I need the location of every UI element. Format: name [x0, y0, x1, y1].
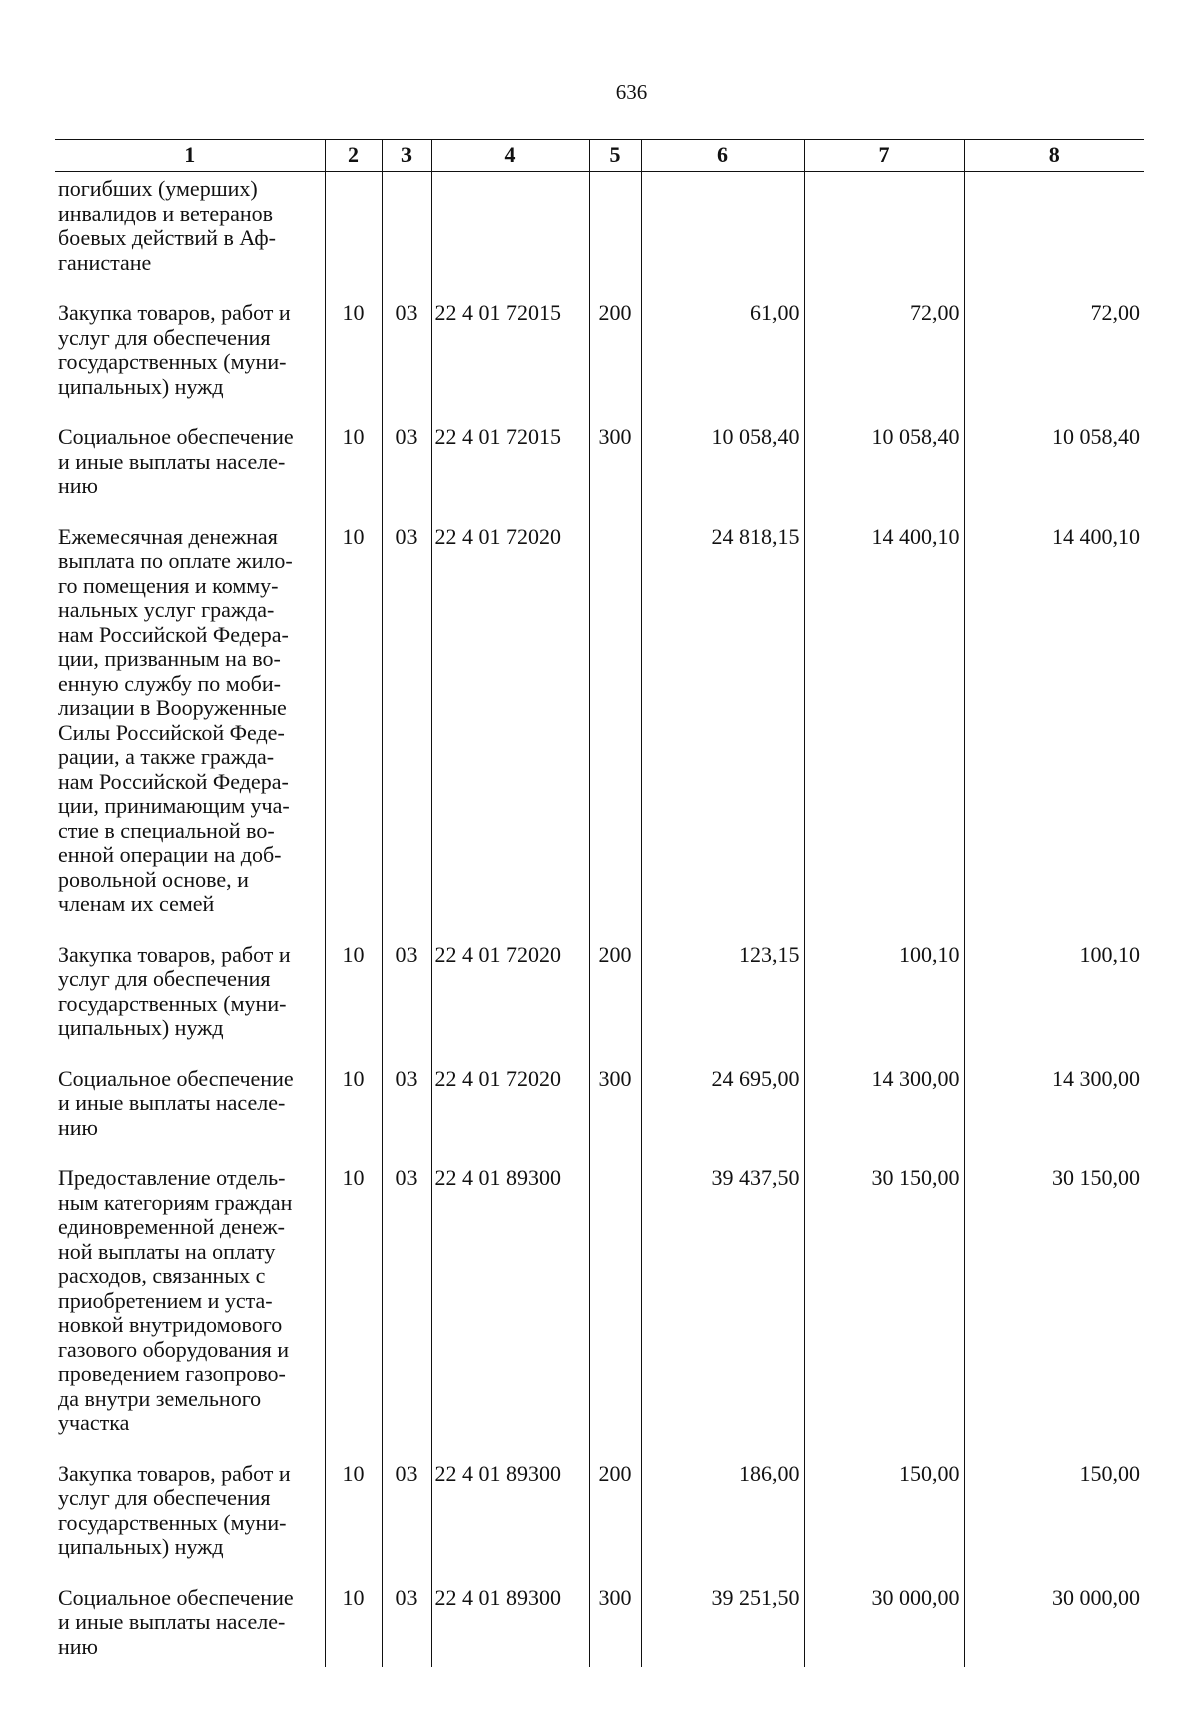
row-target-code: 22 4 01 89300 — [431, 1454, 589, 1578]
row-target-code: 22 4 01 89300 — [431, 1158, 589, 1454]
row-section-code: 10 — [325, 1578, 382, 1668]
table-header-row — [55, 140, 1144, 172]
row-amount-col8: 14 300,00 — [964, 1059, 1144, 1159]
row-expense-type-code: 300 — [589, 1059, 641, 1159]
row-amount-col8: 30 000,00 — [964, 1578, 1144, 1668]
row-target-code — [431, 172, 589, 294]
row-amount-col6: 24 818,15 — [641, 517, 804, 935]
row-expense-type-code: 300 — [589, 417, 641, 517]
row-section-code: 10 — [325, 935, 382, 1059]
row-description: Социальное обеспечение и иные выплаты населе- нию — [58, 424, 294, 498]
row-expense-type-code: 200 — [589, 935, 641, 1059]
row-description: Социальное обеспечение и иные выплаты населе- нию — [58, 1065, 294, 1140]
row-section-code: 10 — [325, 293, 382, 417]
row-amount-col6: 186,00 — [641, 1454, 804, 1578]
row-expense-type-code: 300 — [589, 1578, 641, 1668]
table-row — [55, 417, 1144, 517]
table-body — [55, 172, 1144, 1668]
row-amount-col7: 30 000,00 — [804, 1578, 964, 1668]
row-target-code: 22 4 01 72015 — [431, 417, 589, 517]
row-section-code: 10 — [325, 1454, 382, 1578]
row-amount-col8: 150,00 — [964, 1454, 1144, 1578]
row-amount-col8: 30 150,00 — [964, 1158, 1144, 1454]
row-description: Закупка товаров, работ и услуг для обеспечения государственных (муни- ципальных) нужд — [58, 941, 291, 1040]
row-amount-col6: 24 695,00 — [641, 1059, 804, 1159]
row-amount-col6: 39 251,50 — [641, 1578, 804, 1668]
table-row — [55, 935, 1144, 1059]
table-row — [55, 517, 1144, 935]
column-header: 8 — [964, 140, 1144, 172]
row-amount-col8: 100,10 — [964, 935, 1144, 1059]
column-header: 4 — [431, 140, 589, 172]
row-subsection-code: 03 — [382, 1059, 431, 1159]
row-expense-type-code — [589, 172, 641, 294]
row-amount-col7: 14 300,00 — [804, 1059, 964, 1159]
table-row — [55, 1454, 1144, 1578]
row-subsection-code: 03 — [382, 1578, 431, 1668]
column-header: 1 — [55, 140, 325, 172]
table-row — [55, 172, 1144, 294]
row-section-code: 10 — [325, 1158, 382, 1454]
row-expense-type-code — [589, 517, 641, 935]
row-amount-col8 — [964, 172, 1144, 294]
row-target-code: 22 4 01 89300 — [431, 1578, 589, 1668]
row-description: Предоставление отдель- ным категориям граждан единовременной денеж- ной выплаты на оплату расходов, связанных с приобретением и уста- новкой внутридомового газового оборудования и проведением газопрово- да внутри земельного участка — [58, 1165, 293, 1435]
table-row — [55, 1578, 1144, 1668]
table-row — [55, 1059, 1144, 1159]
row-description: погибших (умерших) инвалидов и ветеранов боевых действий в Аф- ганистане — [58, 176, 276, 275]
row-subsection-code: 03 — [382, 1158, 431, 1454]
column-header: 5 — [589, 140, 641, 172]
row-amount-col7: 14 400,10 — [804, 517, 964, 935]
row-amount-col7: 150,00 — [804, 1454, 964, 1578]
row-section-code: 10 — [325, 417, 382, 517]
row-description: Ежемесячная денежная выплата по оплате жило- го помещения и комму- нальных услуг гражда- нам Российской Федера- ции, призванным на во- енную службу по моби- лизации в Вооруженные Силы Российской Феде- рации, а также гражда- нам Российской Федера- ции, принимающим уча- стие в специальной во- енной операции на доб- ровольной основе, и членам их семей — [58, 523, 293, 916]
row-amount-col6: 123,15 — [641, 935, 804, 1059]
row-amount-col7: 30 150,00 — [804, 1158, 964, 1454]
column-header: 6 — [641, 140, 804, 172]
column-header: 3 — [382, 140, 431, 172]
row-subsection-code: 03 — [382, 293, 431, 417]
row-amount-col8: 10 058,40 — [964, 417, 1144, 517]
row-target-code: 22 4 01 72020 — [431, 935, 589, 1059]
column-header: 2 — [325, 140, 382, 172]
row-amount-col7: 10 058,40 — [804, 417, 964, 517]
row-description: Закупка товаров, работ и услуг для обеспечения государственных (муни- ципальных) нужд — [58, 300, 291, 399]
row-amount-col8: 72,00 — [964, 293, 1144, 417]
row-description: Социальное обеспечение и иные выплаты населе- нию — [58, 1584, 294, 1659]
row-section-code: 10 — [325, 517, 382, 935]
row-subsection-code: 03 — [382, 1454, 431, 1578]
row-target-code: 22 4 01 72015 — [431, 293, 589, 417]
row-amount-col7: 100,10 — [804, 935, 964, 1059]
row-expense-type-code: 200 — [589, 1454, 641, 1578]
row-amount-col7: 72,00 — [804, 293, 964, 417]
row-description: Закупка товаров, работ и услуг для обеспечения государственных (муни- ципальных) нужд — [58, 1460, 291, 1559]
row-amount-col6: 10 058,40 — [641, 417, 804, 517]
row-target-code: 22 4 01 72020 — [431, 517, 589, 935]
row-subsection-code: 03 — [382, 417, 431, 517]
table-row — [55, 1158, 1144, 1454]
page-number: 636 — [615, 80, 648, 104]
row-target-code: 22 4 01 72020 — [431, 1059, 589, 1159]
table-row — [55, 293, 1144, 417]
row-subsection-code: 03 — [382, 517, 431, 935]
row-section-code — [325, 172, 382, 294]
row-amount-col6 — [641, 172, 804, 294]
row-subsection-code — [382, 172, 431, 294]
column-header: 7 — [804, 140, 964, 172]
row-amount-col7 — [804, 172, 964, 294]
row-expense-type-code: 200 — [589, 293, 641, 417]
row-amount-col6: 61,00 — [641, 293, 804, 417]
row-expense-type-code — [589, 1158, 641, 1454]
row-section-code: 10 — [325, 1059, 382, 1159]
row-amount-col6: 39 437,50 — [641, 1158, 804, 1454]
row-subsection-code: 03 — [382, 935, 431, 1059]
row-amount-col8: 14 400,10 — [964, 517, 1144, 935]
budget-table — [55, 139, 1144, 1667]
